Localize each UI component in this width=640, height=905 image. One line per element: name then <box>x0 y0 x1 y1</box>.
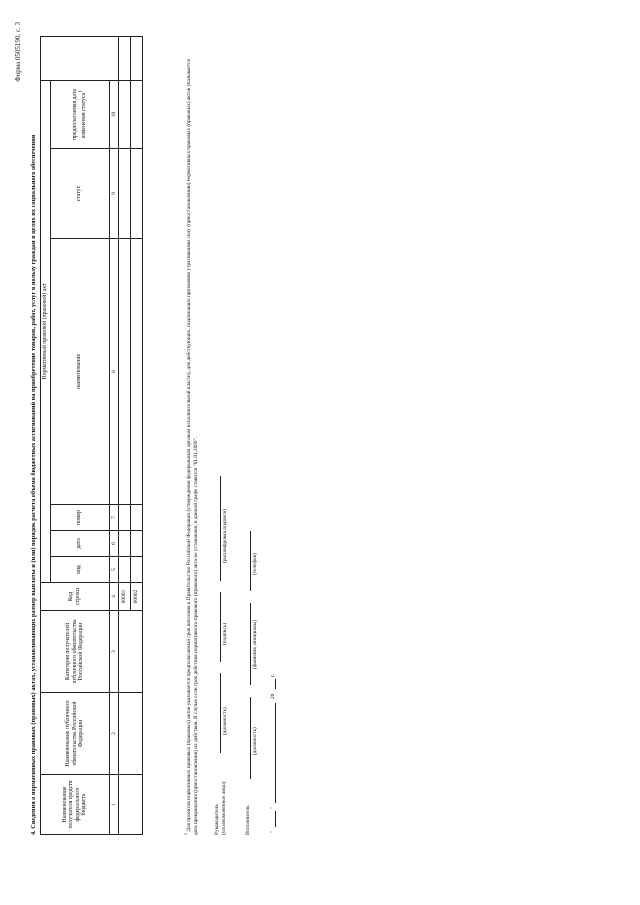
column-number: 8 <box>109 239 118 505</box>
column-number: 7 <box>109 505 118 531</box>
executor-fio-caption: (фамилия, инициалы) <box>252 620 258 669</box>
footnote-marker: 1 <box>183 833 188 835</box>
normative-acts-table <box>40 36 143 835</box>
cell-row-code: 00001 <box>118 583 130 611</box>
header-expected-date-text: предполагаемая дата изменения статуса <box>72 88 87 141</box>
date-month-line <box>275 703 276 803</box>
header-act-group: Нормативный правовой (правовой) акт <box>41 80 51 582</box>
cell-kind <box>130 557 142 583</box>
header-kind: вид <box>50 557 109 583</box>
cell-recipient-name <box>118 775 142 835</box>
head-signature-caption: (подпись) <box>222 623 228 645</box>
column-number: 2 <box>109 693 118 775</box>
footnote <box>183 55 200 835</box>
cell-number <box>130 505 142 531</box>
head-label: Руководитель <box>214 804 220 835</box>
executor-phone-caption: (телефон) <box>252 552 258 575</box>
date-day-line <box>275 811 276 827</box>
date-quote-close: " <box>270 806 276 809</box>
cell-obligation-name <box>118 693 142 775</box>
header-row-code: Код строки <box>41 583 110 611</box>
header-footnote-marker: 1 <box>78 90 84 93</box>
header-expected-date <box>50 80 109 148</box>
cell-status <box>118 149 130 239</box>
column-number: 3 <box>109 611 118 693</box>
cell-name <box>118 239 130 505</box>
date-year-suffix: г. <box>270 674 276 677</box>
executor-fio-line <box>250 603 251 685</box>
date-year-prefix: 20 <box>270 693 276 699</box>
column-number: 5 <box>109 557 118 583</box>
form-reference: Форма 0505190, с. 3 <box>14 22 22 82</box>
cell-kind <box>118 557 130 583</box>
column-number: 10 <box>109 80 118 148</box>
executor-position-caption: (должность) <box>252 727 258 755</box>
header-number: номер <box>50 505 109 531</box>
head-label-sub: (уполномоченное лицо) <box>221 781 227 835</box>
cell-number <box>118 505 130 531</box>
footnote-text: Для проектов нормативных правовых (правовых) актов указывается предполагаемый срок внесения в Правительство Российской Федерации (утверждения федеральным органом исполнительной власти), для действующих, подлежащих признанию утратившими силу (приостановлению) нормативных правовых (правовых) актов указывается дата прекращения (приостановления) их действия. В случае если срок действия нормативного правового (правового) акта не установлен, в данной графе ставится "01.01.2099". <box>185 59 199 835</box>
cell-expected-date <box>118 80 130 148</box>
table-row <box>118 36 130 834</box>
header-date: дата <box>50 531 109 557</box>
head-position-line <box>220 673 221 753</box>
executor-phone-line <box>250 531 251 591</box>
cell-status <box>130 149 142 239</box>
head-signature-line <box>220 592 221 662</box>
date-quote-open: " <box>270 830 276 833</box>
column-number: 9 <box>109 149 118 239</box>
cell-date <box>118 531 130 557</box>
column-number: 4 <box>109 583 118 611</box>
executor-label: Исполнитель <box>245 805 251 835</box>
head-decoding-line <box>220 476 221 581</box>
section-title: 4. Сведения о нормативных правовых (правовых) актах, устанавливающих размер выплаты и (или) порядок расчета объема бюджетных ассигнований на приобретение товаров, работ, услуг в пользу граждан в целях их социального обеспечения <box>30 134 37 835</box>
header-recipient-name: Наименование получателя средств федерального бюджета <box>41 775 110 835</box>
executor-position-line <box>250 697 251 779</box>
cell-name <box>130 239 142 505</box>
cell-extra <box>118 36 130 80</box>
cell-recipient-category <box>118 611 142 693</box>
header-recipient-category: Категория получателей публичного обязательства Российской Федерации <box>41 611 110 693</box>
column-number: 1 <box>109 775 118 835</box>
cell-date <box>130 531 142 557</box>
date-year-line <box>275 679 276 689</box>
column-number: 6 <box>109 531 118 557</box>
head-decoding-caption: (расшифровка подписи) <box>222 508 228 563</box>
head-position-caption: (должность) <box>222 707 228 735</box>
header-status: статус <box>50 149 109 239</box>
header-blank-column <box>41 36 119 80</box>
cell-expected-date <box>130 80 142 148</box>
cell-row-code: 00002 <box>130 583 142 611</box>
header-name: наименование <box>50 239 109 505</box>
header-obligation-name: Наименование публичного обязательства Российской Федерации <box>41 693 110 775</box>
cell-extra <box>130 36 142 80</box>
